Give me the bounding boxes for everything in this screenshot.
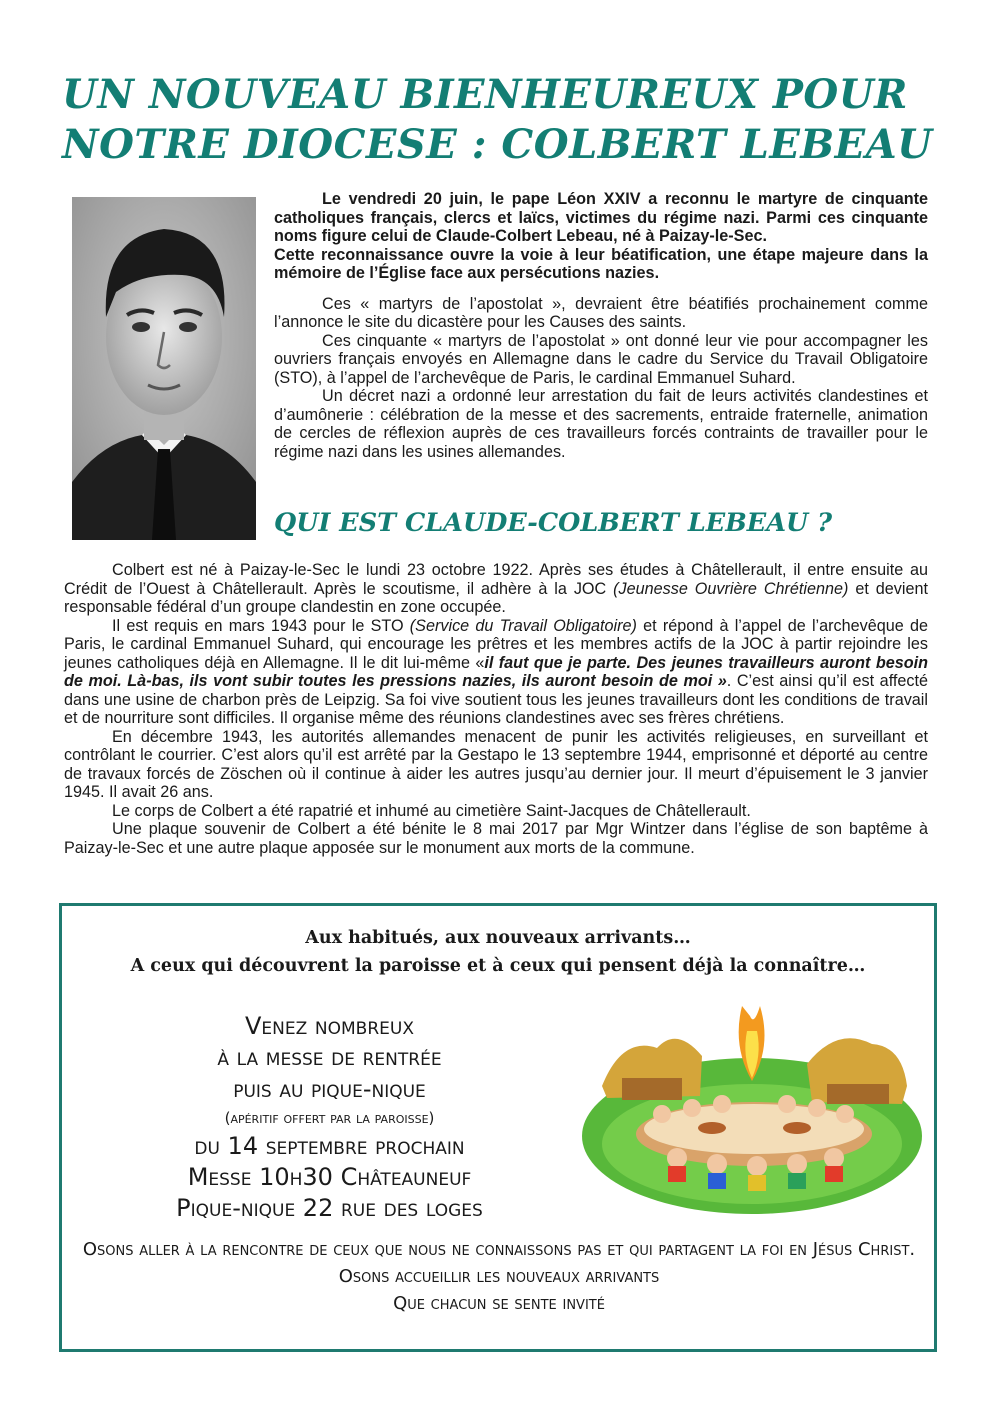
page-title-line-1: UN NOUVEAU BIENHEUREUX POUR — [62, 71, 908, 118]
invite-line-6: Messe 10h30 Châteauneuf — [187, 1163, 472, 1192]
invite-line-1: Venez nombreux — [245, 1012, 414, 1040]
banquet-illustration — [582, 986, 923, 1214]
bio-p2-text-a: Il est requis en mars 1943 pour le STO — [112, 616, 410, 635]
invite-line-2: à la messe de rentrée — [217, 1043, 442, 1072]
intro-lead-1: Le vendredi 20 juin, le pape Léon XXIV a reconnu le martyre de cinquante catholiques français, clercs et laïcs, victimes du régime nazi. Parmi ces cinquante noms figure celui de Claude-Colbert Lebeau, né à Paizay-le-Sec. — [274, 190, 928, 245]
bio-paragraph-5: Une plaque souvenir de Colbert a été bénite le 8 mai 2017 par Mgr Wintzer dans l’église de son baptême à Paizay-le-Sec et une autre plaque apposée sur le monument aux morts de la commune. — [64, 820, 928, 857]
bio-p1-text-a: Colbert est né à Paizay-le-Sec le lundi 23 octobre 1922. Après ses études à Châtellerault, il entre ensuite au Crédit de l’Ouest à Châtellerault. Après le scoutisme, il adhère à la JOC — [64, 561, 928, 598]
invitation-box — [59, 903, 937, 1352]
invitation-footer-line-1: Osons aller à la rencontre de ceux que nous ne connaissons pas et qui partagent la foi en Jésus Christ. — [82, 1239, 916, 1260]
intro-paragraph-2: Ces cinquante « martyrs de l’apostolat » ont donné leur vie pour accompagner les ouvriers français envoyés en Allemagne dans le cadre du Service du Travail Obligatoire (STO), à l’appel de l’archevêque de Paris, le cardinal Emmanuel Suhard. — [274, 331, 928, 387]
page-title-line-2: NOTRE DIOCESE : COLBERT LEBEAU — [62, 121, 933, 168]
portrait-photo — [72, 197, 256, 540]
invitation-header-line-1: Aux habitués, aux nouveaux arrivants… — [305, 928, 691, 948]
biography-text — [64, 561, 928, 857]
invite-line-7: Pique-nique 22 rue des loges — [176, 1194, 483, 1223]
bio-p1-emphasis: (Jeunesse Ouvrière Chrétienne) — [613, 579, 849, 598]
invitation-footer-line-2: Osons accueillir les nouveaux arrivants — [338, 1266, 660, 1287]
intro-paragraph-3: Un décret nazi a ordonné leur arrestation du fait de leurs activités clandestines et d’aumônerie : célébration de la messe et des sacrements, entraide fraternelle, animation de cercles de réflexion auprès de ces travailleurs forcés contraints de travailler pour le régime nazi dans les usines allemandes. — [274, 387, 928, 461]
invitation-details — [102, 1011, 557, 1225]
intro-paragraph-1: Ces « martyrs de l’apostolat », devraient être béatifiés prochainement comme l’annonce le site du dicastère pour les Causes des saints. — [274, 294, 928, 331]
bio-paragraph-2 — [64, 617, 928, 728]
bio-paragraph-3: En décembre 1943, les autorités allemandes menacent de punir les activités religieuses, en surveillant et contrôlant le courrier. C’est alors qu’il est arrêté par la Gestapo le 13 septembre 1944, emprisonné et déporté au centre de travaux forcés de Zöschen où il continue à aider les autres jusqu’au dernier jour. Il meurt d’épuisement le 3 janvier 1945. Il avait 26 ans. — [64, 727, 928, 801]
bio-p2-emphasis: (Service du Travail Obligatoire) — [409, 616, 637, 635]
intro-text — [274, 190, 928, 461]
bio-p1-text-b: et devient responsable fédéral d’un groupe clandestin en zone occupée. — [64, 579, 928, 616]
invite-line-4: (apéritif offert par la paroisse) — [224, 1108, 435, 1127]
invite-line-3: puis au pique-nique — [233, 1074, 426, 1103]
invitation-footer — [70, 1236, 928, 1317]
page-title — [62, 70, 962, 170]
bio-p2-text-b: et répond à l’appel de l’archevêque de Paris, le cardinal Emmanuel Suhard, qui encourage les prêtres et les membres actifs de la JOC à partir rejoindre les jeunes catholiques déjà en Allemagne. Il le dit lui-même « — [64, 616, 928, 672]
bio-paragraph-4: Le corps de Colbert a été rapatrié et inhumé au cimetière Saint-Jacques de Châtellerault. — [112, 801, 751, 820]
bio-p2-text-c: . C’est ainsi qu’il est affecté dans une usine de charbon près de Leipzig. Sa foi vive soutient tous les jeunes travailleurs dont les conditions de travail et de nourriture sont difficiles. Il organise même des réunions clandestines avec ses frères chrétiens. — [64, 672, 928, 727]
invitation-header — [62, 924, 934, 980]
invitation-footer-line-3: Que chacun se sente invité — [393, 1293, 605, 1314]
bio-paragraph-1 — [64, 561, 928, 617]
section-subtitle: QUI EST CLAUDE-COLBERT LEBEAU ? — [274, 508, 833, 538]
bio-p2-quote: il faut que je parte. Des jeunes travailleurs auront besoin de moi. Là-bas, ils vont subir toutes les pressions nazies, ils auront besoin de moi » — [64, 653, 929, 690]
intro-lead — [274, 190, 928, 283]
invitation-header-line-2: A ceux qui découvrent la paroisse et à ceux qui pensent déjà la connaître… — [130, 956, 866, 976]
invite-line-5: du 14 septembre prochain — [194, 1131, 465, 1160]
intro-lead-2: Cette reconnaissance ouvre la voie à leur béatification, une étape majeure dans la mémoire de l’Église face aux persécutions nazies. — [274, 245, 928, 282]
